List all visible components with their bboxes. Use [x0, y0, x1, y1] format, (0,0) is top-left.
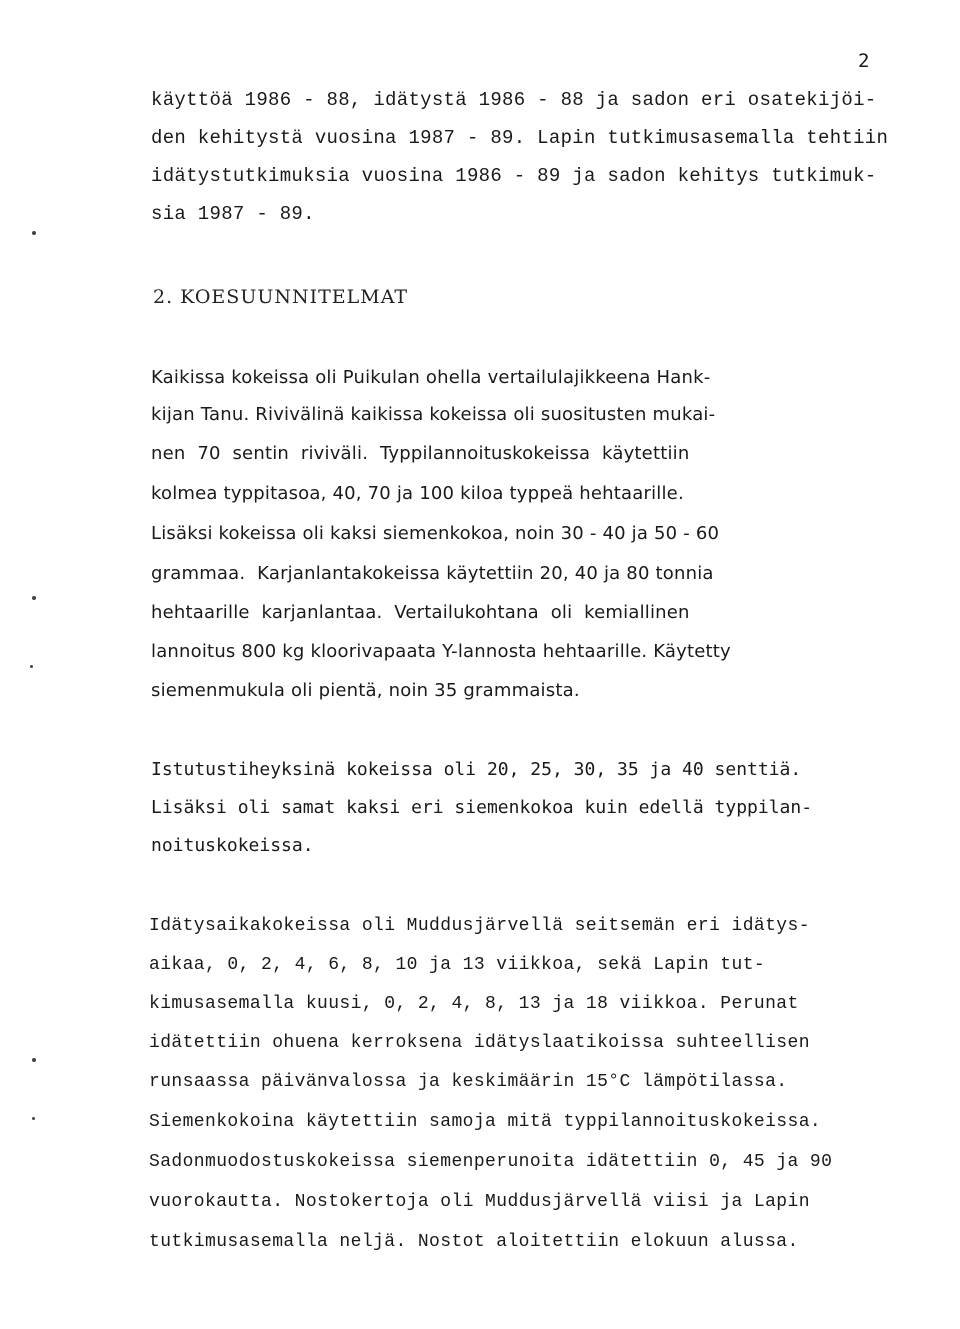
paragraph4-line: Sadonmuodostuskokeissa siemenperunoita idätettiin 0, 45 ja 90 — [149, 1152, 833, 1172]
paragraph4-line: vuorokautta. Nostokertoja oli Muddusjärvellä viisi ja Lapin — [149, 1192, 810, 1212]
paragraph3-line: Istutustiheyksinä kokeissa oli 20, 25, 30, 35 ja 40 senttiä. — [151, 759, 802, 780]
paragraph2-line: lannoitus 800 kg kloorivapaata Y-lannosta hehtaarille. Käytetty — [151, 641, 731, 662]
paragraph2-line: grammaa. Karjanlantakokeissa käytettiin 20, 40 ja 80 tonnia — [151, 563, 714, 584]
paragraph1-line: käyttöä 1986 - 88, idätystä 1986 - 88 ja sadon eri osatekijöi- — [151, 89, 877, 111]
paragraph4-line: kimusasemalla kuusi, 0, 2, 4, 8, 13 ja 18 viikkoa. Perunat — [149, 994, 799, 1014]
paragraph2-line: siemenmukula oli pientä, noin 35 grammaista. — [151, 680, 580, 701]
paragraph2-line: hehtaarille karjanlantaa. Vertailukohtana oli kemiallinen — [151, 602, 690, 623]
paragraph1-line: sia 1987 - 89. — [151, 203, 315, 225]
scan-speck — [32, 231, 36, 235]
paragraph1-line: den kehitystä vuosina 1987 - 89. Lapin tutkimusasemalla tehtiin — [151, 127, 889, 149]
scan-speck — [32, 1117, 35, 1120]
paragraph4-line: runsaassa päivänvalossa ja keskimäärin 15°C lämpötilassa. — [149, 1072, 788, 1092]
paragraph2-line: kolmea typpitasoa, 40, 70 ja 100 kiloa typpeä hehtaarille. — [151, 483, 684, 504]
paragraph1-line: idätystutkimuksia vuosina 1986 - 89 ja sadon kehitys tutkimuk- — [151, 165, 877, 187]
paragraph2-line: Kaikissa kokeissa oli Puikulan ohella vertailulajikkeena Hank- — [151, 367, 711, 388]
paragraph4-line: aikaa, 0, 2, 4, 6, 8, 10 ja 13 viikkoa, sekä Lapin tut- — [149, 955, 766, 975]
paragraph4-line: idätettiin ohuena kerroksena idätyslaatikoissa suhteellisen — [149, 1033, 810, 1053]
scan-speck — [32, 1058, 36, 1062]
paragraph4-line: Idätysaikakokeissa oli Muddusjärvellä seitsemän eri idätys- — [149, 916, 810, 936]
paragraph2-line: Lisäksi kokeissa oli kaksi siemenkokoa, noin 30 - 40 ja 50 - 60 — [151, 523, 720, 544]
scan-speck — [30, 665, 33, 668]
paragraph2-line: nen 70 sentin riviväli. Typpilannoituskokeissa käytettiin — [151, 443, 690, 464]
scan-speck — [32, 596, 36, 600]
page-number: 2 — [858, 50, 870, 72]
section-heading: 2. KOESUUNNITELMAT — [153, 286, 409, 308]
paragraph3-line: Lisäksi oli samat kaksi eri siemenkokoa kuin edellä typpilan- — [151, 797, 813, 818]
paragraph3-line: noituskokeissa. — [151, 835, 314, 856]
paragraph2-line: kijan Tanu. Rivivälinä kaikissa kokeissa oli suositusten mukai- — [151, 404, 716, 425]
paragraph4-line: tutkimusasemalla neljä. Nostot aloitettiin elokuun alussa. — [149, 1232, 799, 1252]
paragraph4-line: Siemenkokoina käytettiin samoja mitä typpilannoituskokeissa. — [149, 1112, 822, 1132]
